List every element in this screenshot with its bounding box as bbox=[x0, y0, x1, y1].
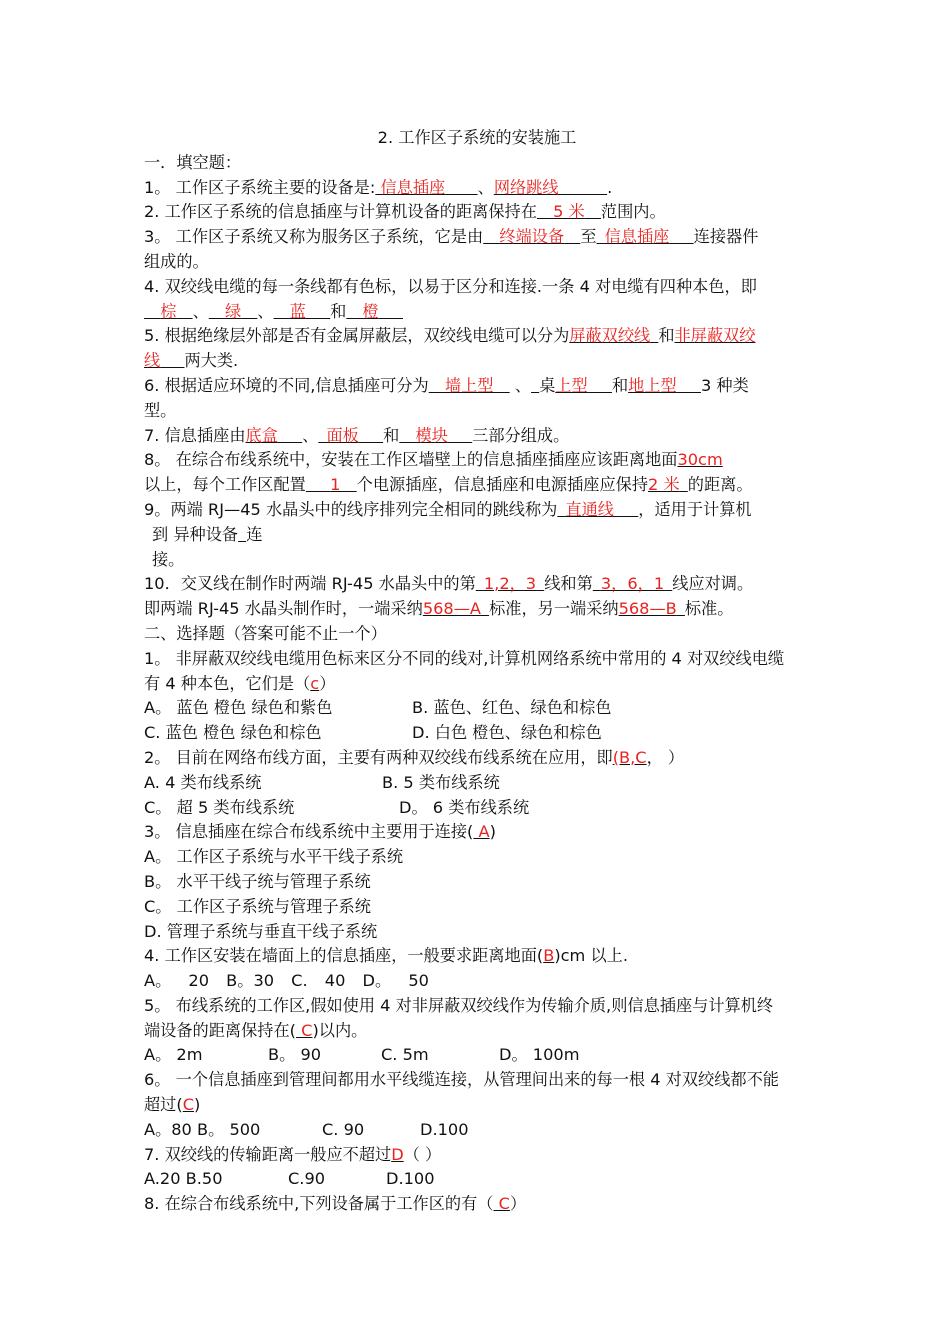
answer-blank: C bbox=[182, 1095, 195, 1115]
choice-question-3-option: B。 水平干线子统与管理子系统 bbox=[144, 871, 371, 891]
choice-question-3-option: A。 工作区子系统与水平干线子系统 bbox=[144, 847, 404, 867]
choice-question-1-options: A。 蓝色 橙色 绿色和紫色 B. 蓝色、红色、绿色和棕色 bbox=[144, 698, 612, 718]
fill-question-5-cont: 线 两大类. bbox=[144, 351, 239, 371]
fill-question-5: 5. 根据绝缘层外部是否有金属屏蔽层，双绞线电缆可以分为屏蔽双绞线 和非屏蔽双绞 bbox=[144, 326, 756, 346]
answer-blank: 30cm bbox=[677, 450, 723, 470]
answer-blank: 模块 bbox=[415, 425, 448, 445]
answer-blank: 5 米 bbox=[553, 202, 585, 222]
answer-blank: 上型 bbox=[555, 375, 588, 395]
answer-blank: 网络跳线 bbox=[493, 177, 559, 197]
fill-question-6: 6. 根据适应环境的不同,信息插座可分为 墙上型 、 桌上型 和地上型 3 种类 bbox=[144, 375, 749, 395]
choice-question-5: 5。 布线系统的工作区,假如使用 4 对非屏蔽双绞线作为传输介质,则信息插座与计算机终 bbox=[144, 995, 774, 1015]
answer-blank: 墙上型 bbox=[444, 375, 494, 395]
fill-question-8: 8。 在综合布线系统中，安装在工作区墙壁上的信息插座插座应该距离地面30cm bbox=[144, 450, 723, 470]
answer-blank: c bbox=[310, 673, 320, 693]
choice-question-1: 1。 非屏蔽双绞线电缆用色标来区分不同的线对,计算机网络系统中常用的 4 对双绞线电缆 bbox=[144, 648, 785, 668]
choice-question-5-cont: 端设备的距离保持在( C)以内。 bbox=[144, 1020, 368, 1040]
choice-question-6-options: A。80 B。 500 C. 90 D.100 bbox=[144, 1119, 469, 1139]
choice-question-5-options: A。 2m B。 90 C. 5m D。 100m bbox=[144, 1045, 580, 1065]
answer-blank: 地上型 bbox=[628, 375, 677, 395]
answer-blank: 屏蔽双绞线 bbox=[569, 326, 651, 346]
answer-blank: 直通线 bbox=[565, 499, 614, 519]
section-fill-blank-heading: 一．填空题： bbox=[144, 152, 242, 172]
answer-blank: D bbox=[391, 1144, 404, 1164]
fill-question-2: 2. 工作区子系统的信息插座与计算机设备的距离保持在 5 米 范围内。 bbox=[144, 202, 666, 222]
answer-blank: 信息插座 bbox=[604, 227, 670, 247]
answer-blank: C bbox=[493, 1194, 510, 1214]
fill-question-1: 1。 工作区子系统主要的设备是: 信息插座 、网络跳线 . bbox=[144, 177, 613, 197]
answer-blank: 棕 bbox=[160, 301, 177, 321]
answer-blank: 非屏蔽双绞 bbox=[674, 326, 756, 346]
choice-question-2-options: C。 超 5 类布线系统 D。 6 类布线系统 bbox=[144, 797, 530, 817]
answer-blank: 3，6，1 bbox=[600, 574, 665, 594]
choice-question-1-options: C. 蓝色 橙色 绿色和棕色 D. 白色 橙色、绿色和棕色 bbox=[144, 723, 602, 743]
answer-blank: 终端设备 bbox=[499, 227, 565, 247]
fill-question-4: 4. 双绞线电缆的每一条线都有色标，以易于区分和连接.一条 4 对电缆有四种本色，即 bbox=[144, 276, 757, 296]
choice-question-3-option: C。 工作区子系统与管理子系统 bbox=[144, 896, 371, 916]
choice-question-6: 6。 一个信息插座到管理间都用水平线缆连接，从管理间出来的每一根 4 对双绞线都不能 bbox=[144, 1070, 779, 1090]
choice-question-3-option: D. 管理子系统与垂直干线子系统 bbox=[144, 921, 378, 941]
answer-blank: 底盒 bbox=[245, 425, 278, 445]
answer-blank: 线 bbox=[144, 351, 161, 371]
document-body bbox=[144, 126, 810, 1217]
answer-blank: C bbox=[296, 1020, 313, 1040]
fill-question-9-end: 接。 bbox=[152, 549, 185, 569]
section-choice-heading: 二、选择题（答案可能不止一个） bbox=[144, 623, 387, 643]
answer-blank: 信息插座 bbox=[375, 177, 446, 197]
fill-question-6-cont: 型。 bbox=[144, 400, 177, 420]
fill-question-3: 3。 工作区子系统又称为服务区子系统，它是由 终端设备 至 信息插座 连接器件 bbox=[144, 227, 759, 247]
choice-question-7: 7. 双绞线的传输距离一般应不超过D（ ） bbox=[144, 1144, 442, 1164]
answer-blank: (B,C bbox=[612, 747, 647, 767]
choice-question-8: 8. 在综合布线系统中,下列设备属于工作区的有（ C） bbox=[144, 1194, 527, 1214]
answer-blank: 568—A bbox=[422, 599, 481, 619]
fill-question-9: 9。两端 RJ—45 水晶头中的线序排列完全相同的跳线称为 直通线 ，适用于计算机 bbox=[144, 499, 752, 519]
choice-question-7-options: A.20 B.50 C.90 D.100 bbox=[144, 1169, 435, 1189]
choice-question-4: 4. 工作区安装在墙面上的信息插座，一般要求距离地面(B)cm 以上. bbox=[144, 946, 628, 966]
choice-question-2-options: A. 4 类布线系统 B. 5 类布线系统 bbox=[144, 772, 500, 792]
fill-question-3-cont: 组成的。 bbox=[144, 251, 209, 271]
answer-blank: 橙 bbox=[362, 301, 379, 321]
answer-blank: 1 bbox=[330, 475, 341, 495]
answer-blank: B bbox=[543, 946, 555, 966]
answer-blank: 1,2，3 bbox=[483, 574, 537, 594]
choice-question-6-cont: 超过(C) bbox=[144, 1095, 201, 1115]
answer-blank: 蓝 bbox=[289, 301, 306, 321]
document-title: 2. 工作区子系统的安装施工 bbox=[377, 128, 577, 147]
answer-blank: 2 米 bbox=[648, 475, 680, 495]
choice-question-1-cont: 有 4 种本色，它们是（c） bbox=[144, 673, 336, 693]
answer-blank: 568—B bbox=[618, 599, 677, 619]
choice-question-3: 3。 信息插座在综合布线系统中主要用于连接( A) bbox=[144, 822, 496, 842]
fill-question-8-cont: 以上，每个工作区配置 1 个电源插座，信息插座和电源插座应保持2 米 的距离。 bbox=[144, 475, 753, 495]
answer-blank: 面板 bbox=[326, 425, 359, 445]
fill-question-4-cont: 棕 、 绿 、 蓝 和 橙 bbox=[160, 301, 379, 321]
fill-question-7: 7. 信息插座由底盒 、 面板 和 模块 三部分组成。 bbox=[144, 425, 570, 445]
fill-question-9-cont: 到 异种设备 连 bbox=[152, 524, 263, 544]
answer-blank: 绿 bbox=[224, 301, 242, 321]
choice-question-2: 2。 目前在网络布线方面，主要有两种双绞线布线系统在应用，即(B,C， ） bbox=[144, 747, 685, 767]
fill-question-10: 10．交叉线在制作时两端 RJ-45 水晶头中的第 1,2，3 线和第 3，6，1 线应对调。 bbox=[144, 574, 754, 594]
fill-question-10-cont: 即两端 RJ-45 水晶头制作时，一端采纳568—A 标准，另一端采纳568—B 标准。 bbox=[144, 599, 734, 619]
answer-blank: A bbox=[473, 822, 490, 842]
choice-question-4-options: A。 20 B。30 C. 40 D。 50 bbox=[144, 971, 429, 991]
